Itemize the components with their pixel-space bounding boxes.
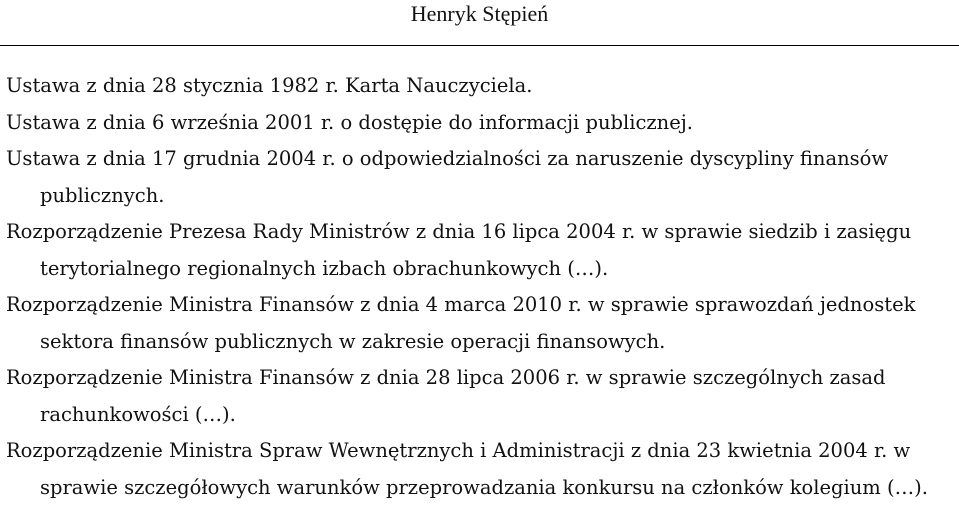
reference-item-2: Ustawa z dnia 6 września 2001 r. o dostępie do informacji publicznej. xyxy=(6,110,694,134)
reference-item-7: Rozporządzenie Ministra Spraw Wewnętrznych i Administracji z dnia 23 kwietnia 2004 r. w sprawie szczegółowych warunków przeprowadzania konkursu na członków kolegium (…). xyxy=(6,439,928,499)
reference-item-3: Ustawa z dnia 17 grudnia 2004 r. o odpowiedzialności za naruszenie dyscypliny finansów publicznych. xyxy=(6,147,889,207)
reference-item-5: Rozporządzenie Ministra Finansów z dnia 4 marca 2010 r. w sprawie sprawozdań jednostek sektora finansów publicznych w zakresie operacji finansowych. xyxy=(6,293,916,353)
reference-item-6: Rozporządzenie Ministra Finansów z dnia 28 lipca 2006 r. w sprawie szczególnych zasad rachunkowości (…). xyxy=(6,366,886,426)
header-author: Henryk Stępień xyxy=(410,1,549,26)
reference-list xyxy=(6,68,954,506)
reference-item-4: Rozporządzenie Prezesa Rady Ministrów z dnia 16 lipca 2004 r. w sprawie siedzib i zasięgu terytorialnego regionalnych izbach obrachunkowych (…). xyxy=(6,220,912,280)
running-header xyxy=(0,0,959,46)
reference-item-1: Ustawa z dnia 28 stycznia 1982 r. Karta Nauczyciela. xyxy=(6,74,533,97)
